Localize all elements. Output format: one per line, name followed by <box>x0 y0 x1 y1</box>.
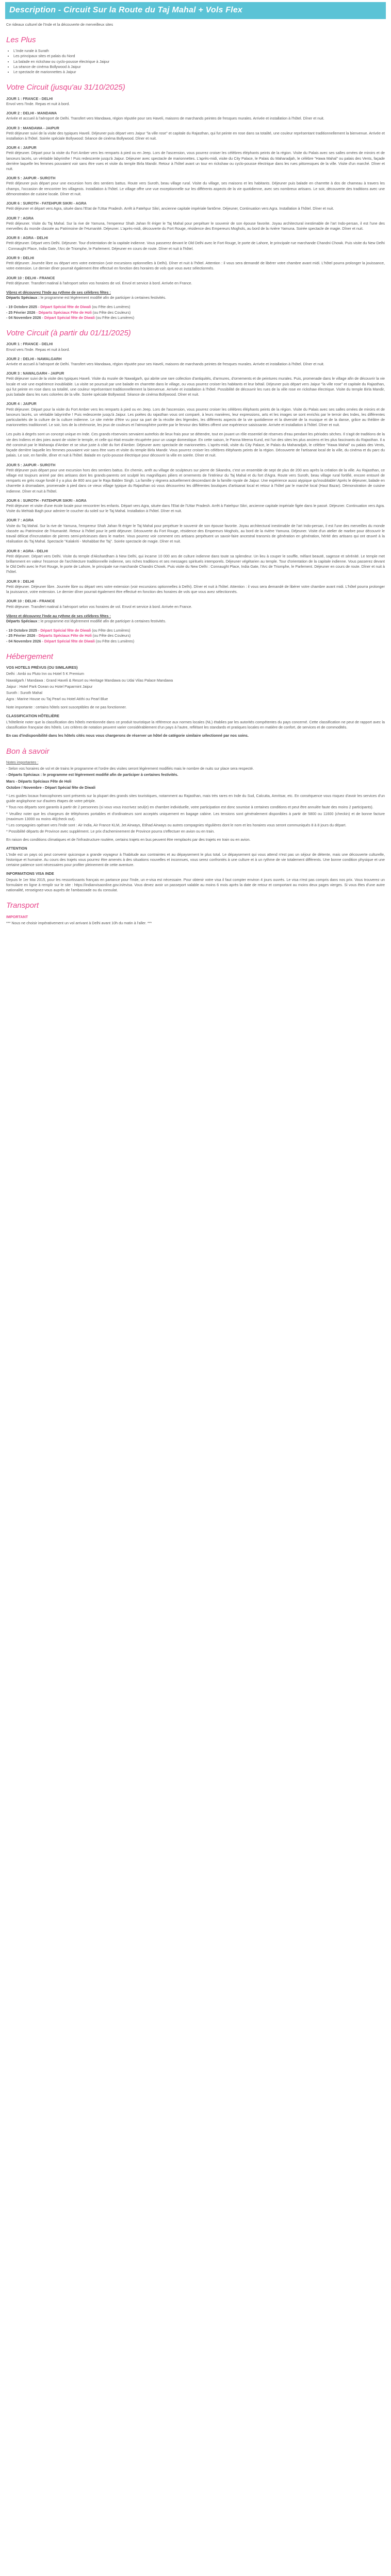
day-item <box>6 276 385 286</box>
day-item <box>6 342 385 352</box>
day-item <box>6 401 385 428</box>
day-title: JOUR 4 : JAIPUR <box>6 145 37 150</box>
departure-date: - 25 Février 2026 <box>6 633 36 638</box>
day-title: JOUR 7 : AGRA <box>6 518 34 523</box>
classification-heading: CLASSIFICATION HÔTELIÈRE <box>6 713 59 718</box>
departure-date: - 04 Novembre 2026 <box>6 315 41 320</box>
festivals-note-body: le programme est légèrement modifié afin de participer à certaines festivités. <box>40 618 167 623</box>
day-body: Envol vers l'Inde. Repas et nuit à bord. <box>6 101 70 106</box>
day-body: Petit déjeuner. Déjeuner libre. Journée libre ou départ vers votre extension (voir excursions optionnelles à Delhi). Dîner et nuit à l'hôtel. Attention : il vous sera demandé de libérer votre chambre avant midi. L'hôtel pourra prolonger la jouissance, votre extension. Le dernier dîner pourrait également être effectué en fonction des horaires de vols que vous avez sélectionnés. <box>6 584 385 595</box>
notes-heading: Notes importantes : <box>6 759 39 765</box>
festivals-note-title: Vibrez et découvrez l'Inde au rythme de ses célèbres fêtes : <box>6 613 111 618</box>
festivals-note-lead: Départs Spéciaux : <box>6 295 40 300</box>
day-item <box>6 216 385 232</box>
transport-heading: Transport <box>6 901 39 910</box>
festivals-note <box>6 614 385 624</box>
day-title: JOUR 3 : MANDAWA - JAIPUR <box>6 125 59 130</box>
festivals-note-body: le programme est légèrement modifié afin de participer à certaines festivités. <box>40 295 167 300</box>
day-body: Petit déjeuner et départ vers Agra, située dans l'Etat de l'Uttar Pradesh. Arrêt à Fatehpur Sikri, ancienne capitale impériale fantôme. Déjeuner, Continuation vers Agra. Installation à l'hôtel. Dîner et nuit. <box>6 206 334 211</box>
page-title-banner: Description - Circuit Sur la Route du Taj Mahal + Vols Flex <box>5 2 386 19</box>
intro-text: Ce rideaux culturel de l'Inde et la découverte de merveilleux sites <box>6 22 113 27</box>
attention-heading: ATTENTION <box>6 845 27 851</box>
departure-item <box>6 315 385 320</box>
list-item: • L'Inde rurale à Surath <box>13 48 386 54</box>
transport-text: *** Nous ne choisir impérativement un vol arrivant à Delhi avant 10h du matin à l'aller. *** <box>6 920 152 925</box>
departure-extra: (ou Fête des Couleurs) <box>92 633 131 638</box>
day-title: JOUR 5 : JAIPUR - SUROTH <box>6 462 56 467</box>
departure-label: - Départs Spéciaux Fête de Holi <box>36 310 92 315</box>
circuit1-days <box>5 96 386 286</box>
day-body: Petit déjeuner suivi de la visite des typiques Haveli. Visite du musée de Nawalgarh, qui abrite une rare collection d'antiquités, d'armures, d'ornements et de peintures murales. Puis, promenade dans le village afin de découvrir la vie locale et voir une expérience inoubliable. La visite se poursuit par une balade en charrette dans le village, ou vous pourrez croiser les habitants et leur bétail. Déjeuner puis départ vers Jaipur "la ville rose" et capitale du Rajasthan, qui fut peinte en rose dans sa totalité, une couleur représentant traditionnellement la bienvenue. Arrivée et installation à l'hôtel. Possibilité de découvrir les rues de la ville rose en rickshaw électrique. Visite du temple Birla Mandir, puis balade dans les rues colorées de la ville. Soirée spéciale Bollywood: Séance de cinéma Bollywood. Dîner et nuit. <box>6 376 385 397</box>
day-body: Arrivée et accueil à l'aéroport de Delhi. Transfert vers Mandawa, région réputée pour ses Haveli, maisons de marchands peintes de fresques murales. Arrivée et installation à l'hôtel. Dîner et nuit. <box>6 116 324 121</box>
departure-item <box>6 628 385 633</box>
note-line: * Les guides locaux francophones sont présents sur la plupart des grands sites touristiques, notamment au Rajasthan, mais très rares en Inde du Sud, Calcutta, Amritsar, etc. En conséquence vous risquez d'avoir les services d'un guide anglophone sur d'autres étapes de votre périple. <box>6 793 385 804</box>
festivals-note-title: Vibrez et découvrez l'Inde au rythme de ses célèbres fêtes : <box>6 290 111 295</box>
departure-item <box>6 310 385 315</box>
plus-heading: Les Plus <box>6 35 36 44</box>
day-item <box>6 176 385 197</box>
day-title: JOUR 4 : JAIPUR <box>6 401 37 406</box>
circuit2-heading: Votre Circuit (à partir du 01/11/2025) <box>6 329 131 338</box>
visa-heading: INFORMATIONS VISA INDE <box>6 871 54 876</box>
hotel-note: Note importante : certains hôtels sont susceptibles de ne pas fonctionner. <box>6 705 127 710</box>
departure-date: - 19 Octobre 2025 <box>6 304 37 310</box>
transport-subheading: IMPORTANT <box>6 914 28 919</box>
departure-extra: (ou Fête des Lumières) <box>95 638 135 643</box>
day-body: Petit déjeuner. Transfert matinal à l'aéroport selon vos horaires de vol. Envol et service à bord. Arrivée en France. <box>6 604 192 609</box>
day-body: Petit déjeuner. Journée libre ou départ vers votre extension (voir excursions optionnelles à Delhi). Dîner et nuit à l'hôtel. Attention : il vous sera demandé de libérer votre chambre avant midi. L'hôtel pourra prolonger la jouissance, votre extension. Le dernier dîner pourrait également être effectué en fonction des horaires de vols que vous avez sélectionnés. <box>6 261 385 271</box>
day-body: Petit déjeuner. Départ vers Delhi. Visite du temple d'Akshardham à New Delhi, qui incarne 10 000 ans de culture indienne dans toute sa splendeur. Un lieu à couper le souffle, mêlant beauté, sagesse et sérénité. Le temple met brillamment en valeur l'essence de l'architecture traditionnelle indienne, ses riches traditions et ses messages spirituels intemporels. Déjeuner végétarien au temple. Tour d'orientation de la capitale indienne. Vous passerez devant le Old Delhi avec le Fort Rouge, le porte de Lahore, le principale rue marchande Chandni Chowk. Puis visite du New Delhi : Connaught Place, India Gate, l'Arc de Triomphe, le Parlement. Déjeuner en cours de route. Dîner et nuit à l'hôtel. <box>6 553 385 574</box>
day-item <box>6 111 385 121</box>
hotels-subheading: VOS HOTELS PRÉVUS (OU SIMILAIRES) <box>6 665 78 670</box>
departure-extra: (ou Fête des Lumières) <box>92 304 131 310</box>
visa-text: Depuis le 1er Mai 2015, pour les ressortissants français en partance pour l'Inde, un e-visa est nécessaire. Pour obtenir votre visa il faut compter environ 4 jours ouvrés. Le visa n'est pas compris dans nos prix. Vous trouverez un formulaire en ligne à remplir sur le site : https://indianvisaonline.gov.in/evisa. Vous devez avoir un passeport valable au moins 6 mois après la date de retour et comportant au moins deux pages vierges. Si vous êtes d'une autre nationalité, renseignez-vous auprès de l'ambassade ou du consulat. <box>6 877 385 893</box>
day-item <box>6 518 385 544</box>
day-item <box>6 256 385 272</box>
departure-item <box>6 639 385 644</box>
attention-text: L'Inde est un pays où peut convenir quiconque a grande voyageur à l'habitude aux contraintes et au dépaysement le plus total. Le dépaysement qui vous attend n'est pas un séjour de détente, mais une découverte culturelle, historique et humaine. Au cours des trajets vous pourrez être amenés à des situations nouvelles et inconnues, vous serez confrontés à une culture et à un rythme de vie totalement différents. Une bonne condition physique et une certaine patience sont nécessaires pour profiter pleinement de cette aventure. <box>6 852 385 868</box>
plus-list <box>5 48 386 75</box>
day-title: JOUR 10 : DELHI - FRANCE <box>6 599 55 604</box>
hotel-line: Jaipur : Hotel Park Ocean ou Hotel Paparmint Jaipur <box>6 684 93 689</box>
festivals-note <box>6 290 385 300</box>
day-title: JOUR 6 : SUROTH - FATEHPUR SIKRI - AGRA <box>6 201 87 206</box>
day-item <box>6 549 385 575</box>
note-line: * Possibilité départs de Province avec supplément. Le prix d'acheminement de Province pourra s'effectuer en avion ou en train. <box>6 829 215 834</box>
note-line: En raison des conditions climatiques et de l'infrastructure routière, certains trajets en bus peuvent être remplacés par des trajets en train ou en avion. <box>6 837 251 842</box>
day-body: Envol vers l'Inde. Repas et nuit à bord. <box>6 347 70 352</box>
day-body: Petit déjeuner suivi de la visite des typiques Haveli. Déjeuner puis départ vers Jaipur "la ville rose" et capitale du Rajasthan, qui fut peinte en rose dans sa totalité, une couleur représentant traditionnellement la bienvenue. Arrivée et installation à l'hôtel. Soirée spéciale Bollywood: Séance de cinéma Bollywood. Dîner et nuit. <box>6 130 385 141</box>
day-title: JOUR 6 : SUROTH - FATEHPUR SIKRI - AGRA <box>6 498 87 503</box>
day-title: JOUR 7 : AGRA <box>6 215 34 221</box>
list-item: • Le spectacle de marionnettes à Jaipur <box>13 70 386 75</box>
festivals-note-text <box>6 619 385 624</box>
departure-extra: (ou Fête des Couleurs) <box>92 310 131 315</box>
classification-text: L'hôtellerie noter que la classification des hôtels mentionnée dans ce produit touristique la référence aux normes locales (NL) établies par les autorités compétentes du pays concerné. Cette classification ne peut de rapport avec la classification française des hôtels. Les critères de notation peuvent varier considérablement d'un pays à l'autre, reflétant les standards et pratiques locales en matière de confort, de services et de commodités. <box>6 719 385 730</box>
day-title: JOUR 8 : AGRA - DELHI <box>6 235 48 241</box>
circuit1-heading: Votre Circuit (jusqu'au 31/10/2025) <box>6 83 125 92</box>
list-item: • La séance de cinéma Bollywood à Jaipur <box>13 64 386 70</box>
note-line: * Tous nos départs sont garantis à partir de 2 personnes (si vous vous inscrivez seul(e) en chambre individuelle, votre participation est donc soumise à certaines conditions et peut être annulée faute des moins 2 participants). <box>6 805 373 810</box>
departure-label: - Départs Spéciaux Fête de Holi <box>36 633 92 638</box>
day-item <box>6 599 385 609</box>
day-item <box>6 463 385 494</box>
hotel-line: Delhi : Ambi ou Pluto Inn ou Hotel 5 K Premium <box>6 671 85 676</box>
note-line: - Selon vos horaires de vol et de trains le programme et l'ordre des visites seront légèrement modifiés mais le nombre de nuits sur place sera respecté. <box>6 766 254 771</box>
departure-label: - Départ Spécial fête de Diwali <box>42 638 95 643</box>
circuit2-days <box>5 342 386 609</box>
day-item <box>6 371 385 397</box>
departure-date: - 19 Octobre 2025 <box>6 628 37 633</box>
note-line: - Départs Spéciaux : le programme est légèrement modifié afin de participer à certaines festivités. <box>6 772 178 777</box>
departure-item <box>6 633 385 638</box>
transport-block <box>6 914 385 926</box>
note-line: * Les compagnies opérant vers l'Inde sont : Air India, Air France KLM, Jet Airways, Etihad Airways ou autres compagnies régulières dont le nom et les horaires vous seront communiqués 8 à 8 jours du départ. <box>6 823 347 828</box>
note-line: * Veuillez noter que les chargeurs de téléphones portables et d'ordinateurs sont acceptés uniquement en bagage cabine. Les tensions sont généralement disponibles à partir de 5800 ou 11600 (checkin) et de bonne facture (maximum 13000 ou moins 46(check out). <box>6 811 385 821</box>
day-body: Les puits à degrés sont un concept unique en Inde. Ces grands réservoirs servaient autrefois de lieux frais pour se détendre, tout en jouant un rôle essentiel de réserves d'eau pendant les périodes sèches. Il s'agit de traditions de la vie des Indiens et des joies avant de visiter le temple, et celle qui était ensuite récupérée pour un usage domestique. En cette saison, le Panna Meena Kund, est l'un des sites les plus anciens et les plus fascinants du Rajasthan. Il a été construit par le Maharaja d'Amber et se situe juste à côté du fort d'Amber. Déjeuner avec spectacle de marionnettes. L'après-midi, visite du City Palace, le Palais du Maharadjah, le célèbre "Hawa Mahal" ou palais des Vents, façade derrière laquelle les femmes pouvaient voir sans être vues et visite du temple Birla Mandir. Vous pourrez croiser les célèbres éléphants peints de la région. Découverte de l'artisanat local de la ville, du cinéma et du parc du palais. Le soir, en famille, dîner et nuit à l'hôtel. Balade en cyclo-pousse électrique pour découvrir la ville en soirée. Dîner et nuit. <box>6 432 385 458</box>
note-line: Mars - Départs Spéciaux Fête de Holi <box>6 778 72 784</box>
day-title: JOUR 9 : DELHI <box>6 255 34 260</box>
day-body: Petit déjeuner puis départ pour une excursion hors des sentiers battus. Route vers Suroth, beau village rural. Visite du village, ses maisons et les habitants. Déjeuner puis balade en charrette à dos de chameau à travers les champs, l'occasion de rencontrer les villageois. Installation à l'hôtel. Le village offre une vue exceptionnelle sur les différents aspects de la vie quotidienne, avec ses nombreux artisans. Le soir, découverte des traditions avec une démonstration de cuisine locale. Dîner et nuit. <box>6 181 385 196</box>
day-body: Petit déjeuner. Transfert matinal à l'aéroport selon vos horaires de vol. Envol et service à bord. Arrivée en France. <box>6 280 192 285</box>
departure-label: - Départ Spécial fête de Diwali <box>38 628 91 633</box>
festivals-note-text <box>6 295 385 300</box>
list-item: • La balade en rickshaw ou cyclo-pousse électrique à Jaipur <box>13 59 386 64</box>
day-item <box>6 145 385 172</box>
day-body: Petit déjeuner. Départ pour la visite du Fort Amber vers les remparts à pied ou en Jeep. Lors de l'ascension, vous pourrez croiser les célèbres éléphants peints de la région. Visite du Palais avec ses salles ornées de miroirs et de lanceurs lacrés, un véritable labyrinthe ! Puis redescente jusqu'à Jaipur. Les poètes du rajasthan vous ont comparé, à leurs manières, leur expressions, arts et les images se sont enrichis par le terroir des Indes, les différentes particularités de la culture de la culture indienne. Le site mérite d'être vu pour sa part de la récolte des légendes, les différents aspects de la vie quotidienne et la diversité de la musique et de la danse, grâce au théâtre de marionnettes traditionnel. Le soir, lors de la cérémonie, les jeux de couleurs et l'atmosphère portée par le fervour des fidèles offrent une expérience saisissante. Arrivée et installation à l'hôtel. Dîner et nuit. <box>6 406 385 428</box>
departure-item <box>6 304 385 310</box>
bonasavoir-block <box>6 760 385 893</box>
day-title: JOUR 2 : DELHI - NAWALGARH <box>6 356 62 361</box>
day-title: JOUR 1 : FRANCE - DELHI <box>6 96 53 101</box>
day-body: Petit déjeuner. Départ pour la visite du Fort Amber vers les remparts à pied ou en Jeep. Lors de l'ascension, vous pourrez croiser les célèbres éléphants peints de la région. Visite du Palais avec ses salles ornées de miroirs et de lanceurs lacrés, un véritable labyrinthe ! Puis redescente jusqu'à Jaipur. Déjeuner avec spectacle de marionnettes. L'après-midi, visite du City Palace, le Palais du Maharadjah, le célèbre "Hawa Mahal" ou palais des Vents, façade derrière laquelle les femmes pouvaient voir sans être vues et visite du temple Birla Mandir. Retour à l'hôtel avant un tour en rickshaw ou cyclo-pousse électrique dans les rues pittoresques de la ville. Visite d'un marché. Dîner et nuit. <box>6 150 385 172</box>
list-item: • Les principaux sites et palais du Nord <box>13 54 386 59</box>
day-body: Petit déjeuner et visite d'une école locale pour rencontrer les enfants. Départ vers Agra, située dans l'Etat de l'Uttar Pradesh. Arrêt à Fatehpur Sikri, ancienne capitale impériale figée dans le passé. Déjeuner. Continuation vers Agra. Visite du Mehtab Bagh pour admirer le coucher du soleil sur le Taj Mahal. Installation à l'hôtel. Dîner et nuit. <box>6 503 385 514</box>
day-title: JOUR 2 : DELHI - MANDAWA <box>6 111 57 116</box>
day-title: JOUR 8 : AGRA - DELHI <box>6 548 48 553</box>
availability-note: En cas d'indisponibilité dans les hôtels cités nous vous chargerons de réserver un hôtel de catégorie similaire sélectionné par nos soins. <box>6 733 249 738</box>
day-item <box>6 201 385 211</box>
hebergement-block <box>6 665 385 738</box>
hebergement-heading: Hébergement <box>6 652 53 661</box>
departure-extra: (ou Fête des Lumières) <box>95 315 135 320</box>
bonasavoir-heading: Bon à savoir <box>6 747 50 756</box>
day-item <box>6 579 385 595</box>
departure-date: - 04 Novembre 2026 <box>6 638 41 643</box>
day-item <box>6 126 385 142</box>
departure-label: - Départ Spécial fête de Diwali <box>42 315 95 320</box>
departure-list <box>6 304 385 320</box>
day-title: JOUR 3 : NAWALGARH - JAIPUR <box>6 371 64 376</box>
hotel-line: Suroth : Suroth Mahal <box>6 690 42 696</box>
page <box>5 0 386 926</box>
day-item <box>6 235 385 251</box>
day-body: Petit déjeuner. Visite du Taj Mahal. Sur la rive de Yamuna, l'empereur Shah Jahan fit ériger le Taj Mahal pour perpétuer le souvenir de son épouse favorite. Joyau architectural inestimable de l'art Indo-persan, il est l'une des merveilles du monde classée au Patrimoine de l'Humanité. Déjeuner. L'après-midi, découverte du Fort Rouge, résidence des Empereurs Moghols, au bord de la rivière Yamuna. Soirée spectacle de magie. Dîner et nuit. <box>6 221 385 231</box>
departure-extra: (ou Fête des Lumières) <box>92 628 131 633</box>
day-item <box>6 357 385 367</box>
departure-list <box>6 628 385 644</box>
departure-date: - 25 Février 2026 <box>6 310 36 315</box>
hotel-line: Agra : Marine House ou Taj Pearl ou Hotel Atithi ou Pearl Blue <box>6 697 108 702</box>
day-title: JOUR 5 : JAIPUR - SUROTH <box>6 176 56 181</box>
day-body: Arrivée et accueil à l'aéroport de Delhi. Transfert vers Mandawa, région réputée pour ses Haveli, maisons de marchands peintes de fresques murales. Arrivée et installation à l'hôtel. Dîner et nuit. <box>6 362 324 367</box>
hotel-line: Nawalgarh / Mandawa : Grand Haveli & Resort ou Heritage Mandawa ou Udai Vilas Palace Mandawa <box>6 677 173 683</box>
day-item <box>6 432 385 458</box>
day-item <box>6 498 385 514</box>
day-body: Petit déjeuner. Départ vers Delhi. Déjeuner. Tour d'orientation de la capitale indienne. Vous passerez devant le Old Delhi avec le Fort Rouge, le porte de Lahore, le principale rue marchande Chandni Chowk. Puis visite du New Delhi : Connaught Place, India Gate, l'Arc de Triomphe, le Parlement. Déjeuner en cours de route. Dîner et nuit à l'hôtel. <box>6 241 385 251</box>
day-title: JOUR 9 : DELHI <box>6 579 34 584</box>
note-line: Octobre / Novembre - Départ Spécial fête de Diwali <box>6 785 95 790</box>
festivals-note-lead: Départs Spéciaux : <box>6 618 40 623</box>
day-title: JOUR 1 : FRANCE - DELHI <box>6 342 53 347</box>
departure-label: - Départ Spécial fête de Diwali <box>38 304 91 310</box>
day-item <box>6 96 385 107</box>
day-body: Visite du Taj Mahal. Sur la rive de Yamuna, l'empereur Shah Jahan fit ériger le Taj Mahal pour perpétuer le souvenir de son épouse favorite. Joyau architectural inestimable de l'art Indo-persan, il est l'une des merveilles du monde classée au Patrimoine de l'Humanité. Retour à l'hôtel pour le petit déjeuner. Découverte du Fort Rouge, résidence des Empereurs Moghols, au bord de la rivière Yamuna. Déjeuner. Visite d'un atelier de marbre pour découvrir le travail délicat d'incrustation de pierres semi-précieuses dans le marbre. Vous pourrez voir comment ces artisans perpétuent un savoir-faire ancestral transmis de génération en génération, hérité des artisans qui ont œuvré à la réalisation du Taj Mahal. Spectacle "Kalakriti - Mohabbat the Taj". Soirée spectacle de magie. Dîner et nuit. <box>6 523 385 544</box>
day-body: Petit déjeuner puis départ pour une excursion hors des sentiers battus. En chemin, arrêt au village de sculpteurs sur pierre de Sikandra, c'est un ensemble de sept de plus de 200 ans après la création de la ville. Au Rajasthan, ce village est toujours animé par des artisans dont les grands-parents ont sculpté les magnifiques piliers et ornements de l'intérieur du Taj Mahal et du fort d'Agra. Route vers Suroth, beau village rural fortifié, encore entouré de remparts en grès rouge fondé il y a plus de 800 ans par le Raja Baldev Singh. La famille y règnera actuellement descendant de la famille royale de Jaipur. Une expérience aussi atypique qu'inoubliable! Après le déjeuner, balade en charrette à dromadaire, promenade à pied dans ce vieux village typique du Rajasthan où vous découvrirez les différentes boutiques d'artisanat local et retour à l'hôtel par le marché local (Haut Bazar). Démonstration de cuisine indienne. Dîner et nuit à l'hôtel. <box>6 467 385 494</box>
day-title: JOUR 10 : DELHI - FRANCE <box>6 275 55 280</box>
